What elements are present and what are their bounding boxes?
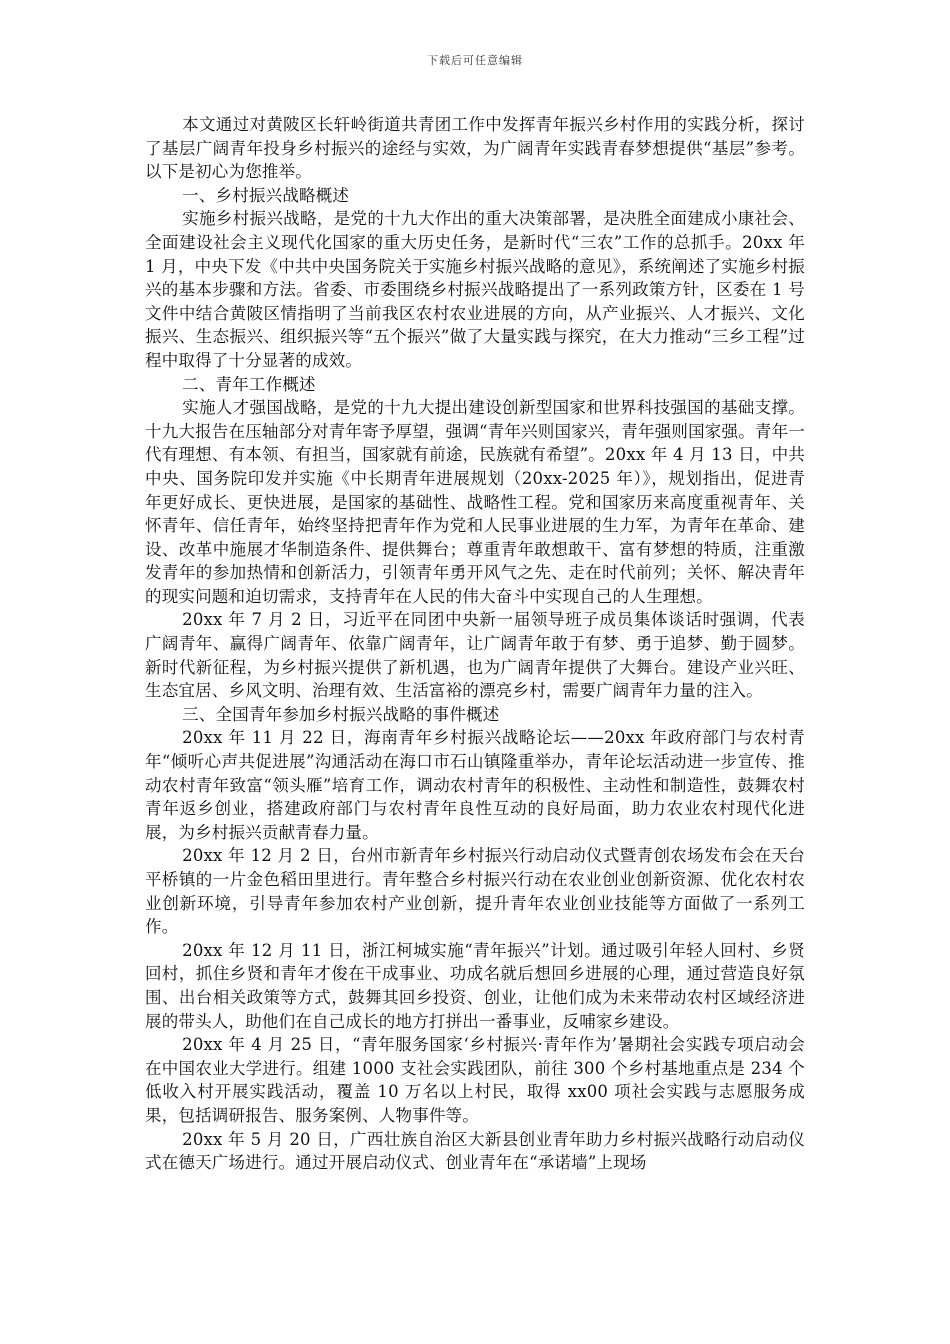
intro-paragraph: 本文通过对黄陂区长轩岭街道共青团工作中发挥青年振兴乡村作用的实践分析，探讨了基层广阔青年投身乡村振兴的途经与实效，为广阔青年实践青春梦想提供“基层”参考。以下是初心为您推举。 (145, 115, 805, 182)
paragraph: 20xx 年 5 月 20 日，广西壮族自治区大新县创业青年助力乡村振兴战略行动启动仪式在德天广场进行。通过开展启动仪式、创业青年在“承诺墙”上现场 (145, 1129, 805, 1173)
paragraph: 实施人才强国战略，是党的十九大提出建设创新型国家和世界科技强国的基础支撑。十九大报告在压轴部分对青年寄予厚望，强调“青年兴则国家兴，青年强则国家强。青年一代有理想、有本领、有担当，国家就有前途，民族就有希望”。20xx 年 4 月 13 日，中共中央、国务院印发并实施《中长期青年进展规划（20xx-2025 年）》，规划指出，促进青年更好成长、更快进展，是国家的基础性、战略性工程。党和国家历来高度重视青年、关怀青年、信任青年，始终坚持把青年作为党和人民事业进展的生力军，为青年在革命、建设、改革中施展才华制造条件、提供舞台；尊重青年敢想敢干、富有梦想的特质，注重激发青年的参加热情和创新活力，引领青年勇开风气之先、走在时代前列；关怀、解决青年的现实问题和迫切需求，支持青年在人民的伟大奋斗中实现自己的人生理想。 (145, 398, 805, 606)
page-header: 下载后可任意编辑 (427, 54, 523, 67)
paragraph: 20xx 年 12 月 11 日，浙江柯城实施“青年振兴”计划。通过吸引年轻人回村、乡贤回村，抓住乡贤和青年才俊在干成事业、功成名就后想回乡进展的心理，通过营造良好氛围、出台相关政策等方式，鼓舞其回乡投资、创业，让他们成为未来带动农村区域经济进展的带头人，助他们在自己成长的地方打拼出一番事业，反哺家乡建设。 (145, 940, 805, 1031)
document-body (145, 113, 805, 1175)
paragraph: 20xx 年 12 月 2 日，台州市新青年乡村振兴行动启动仪式暨青创农场发布会在天台平桥镇的一片金色稻田里进行。青年整合乡村振兴行动在农业创业创新资源、优化农村农业创新环境，引导青年参加农村产业创新，提升青年农业创业技能等方面做了一系列工作。 (145, 846, 805, 937)
paragraph: 20xx 年 7 月 2 日，习近平在同团中央新一届领导班子成员集体谈话时强调，代表广阔青年、赢得广阔青年、依靠广阔青年，让广阔青年敢于有梦、勇于追梦、勤于圆梦。新时代新征程，为乡村振兴提供了新机遇，也为广阔青年提供了大舞台。建设产业兴旺、生态宜居、乡风文明、治理有效、生活富裕的漂亮乡村，需要广阔青年力量的注入。 (145, 610, 805, 701)
section-heading-1: 一、乡村振兴战略概述 (182, 185, 350, 205)
paragraph: 20xx 年 11 月 22 日，海南青年乡村振兴战略论坛——20xx 年政府部门与农村青年“倾听心声共促进展”沟通活动在海口市石山镇隆重举办，青年论坛活动进一步宣传、推动农村青年致富“领头雁”培育工作，调动农村青年的积极性、主动性和制造性，鼓舞农村青年返乡创业，搭建政府部门与农村青年良性互动的良好局面，助力农业农村现代化进展，为乡村振兴贡献青春力量。 (145, 728, 805, 842)
paragraph: 20xx 年 4 月 25 日，“青年服务国家‘乡村振兴·青年作为’暑期社会实践专项启动会在中国农业大学进行。组建 1000 支社会实践团队，前往 300 个乡村基地重点是 234 个低收入村开展实践活动，覆盖 10 万名以上村民，取得 xx00 项社会实践与志愿服务成果，包括调研报告、服务案例、人物事件等。 (145, 1035, 805, 1125)
paragraph: 实施乡村振兴战略，是党的十九大作出的重大决策部署，是决胜全面建成小康社会、全面建设社会主义现代化国家的重大历史任务，是新时代“三农”工作的总抓手。20xx 年 1 月，中央下发《中共中央国务院关于实施乡村振兴战略的意见》，系统阐述了实施乡村振兴的基本步骤和方法。省委、市委围绕乡村振兴战略提出了一系列政策方针，区委在 1 号文件中结合黄陂区情指明了当前我区农村农业进展的方向，从产业振兴、人才振兴、文化振兴、生态振兴、组织振兴等“五个振兴”做了大量实践与探究，在大力推动“三乡工程”过程中取得了十分显著的成效。 (145, 209, 805, 370)
section-heading-2: 二、青年工作概述 (182, 374, 316, 394)
section-heading-3: 三、全国青年参加乡村振兴战略的事件概述 (182, 704, 500, 724)
